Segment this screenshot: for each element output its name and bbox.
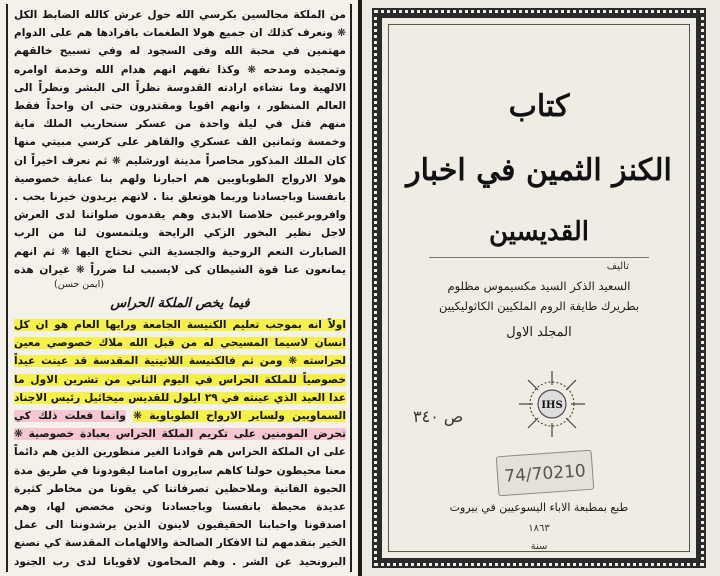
emblem-letters: IHS bbox=[541, 400, 563, 411]
author-line-2: بطريرك طايفة الروم الملكيين الكاثوليكيين bbox=[438, 299, 640, 313]
right-page bbox=[362, 0, 720, 576]
inner-border bbox=[388, 24, 690, 552]
library-stamp: 74/70210 bbox=[496, 450, 595, 497]
shelf-mark: ص ٣٤٠ bbox=[413, 407, 464, 426]
title-line-2: الكنز الثمين في اخبار bbox=[406, 153, 672, 188]
ornamental-border bbox=[372, 8, 706, 568]
jesuit-emblem-icon bbox=[517, 369, 587, 439]
paragraph-2-rest: على ان الملكة الحراس هم قوادنا الغير منظورين الذين هم دائماً معنا محيطون حولنا كاهم سايرون امامنا ليقودونا في طريق مدة الحيوة الفانية وملاحظين تصرفاتنا كي يقونا من مخاطر كثيرة عديدة محيطة بانفسنا وباجسادنا وتحن مخصص لها، وهم اصدقونا واحبابنا الحقيقيون لاينون الذين يرشدوننا الى عمل الخير بتقدمهم لنا الافكار الصالحة والالهامات المقدسة كي نصنع البرونحيد عن الشر . وهم المحامون لاقويانا لدى رب الجنود bbox=[14, 446, 346, 568]
paragraph-1: من الملكة مجالسين بكرسي الله حول عرش كالله الضابط الكل ❋ ونعرف كذلك ان جميع هولا الطغمات بافرادها هم على الدوام مهتمين في محبة الله وفى السجود له وفي تسبيح خالقهم وتمجيده ومدحه ❋ وكذا نفهم انهم هدام الله وخدمة اوامره الالهية وما نشاءه ارادته القدوسة نظراً الى البشر ونظراً الى العالم المنظور ، وانهم اقويا ومقتدرون حتى ان واحداً فقط منهم قتل في ليلة واحدة من عسكر سنحاريب الملك ماية وخمسة وثمانين الف عسكري والقاهر على كرسي مبيتي منها كان الملك المذكور محاصراً مدينة اورشليم ❋ ثم نعرف اخيراً ان هولا الارواح الطوباويين هم احبارنا ولهم بنا عناية خصوصية بانفسنا وباجسادنا وربما هوتعلق بنا . لانهم يريدون خيرنا بحب . وافروبرغبين خلاصنا الابدى وهم يقدمون صلواتنا لدى العرش لاجل نظير البخور الزكي الرايحة ويلتمسون لنا من الرب الصابارت النعم الروحية والجسدية التي نحتاج اليها ❋ ثم انهم يمانعون عنا قوة الشيطان كى لايسبب لنا ضرراً ❋ غيران هذه bbox=[14, 9, 346, 276]
highlighted-text-pink: وانما فعلت ذلك كي تحرض المومنين على تكريم الملكة الحراس بعبادة خصوصية ❋ bbox=[14, 410, 346, 441]
highlighted-text-yellow: اولاً انه بموجب تعليم الكنيسة الجامعة ورايها العام هو ان كل انسان لاسيما المسيحي له من قبل الله ملاك خصوصي معين لحراسته ❋ ومن ثم فالكنيسة اللاتينية المقدسة قد عينت عيداً خصوصياً للملكة الحراس في اليوم الثاني من تشرين الاول ما عدا العيد الذي عينته في ٢٩ ايلول للقديس ميخائيل رئيس الاجناد السماويين ولساير الارواح الطوباوية ❋ bbox=[14, 319, 346, 423]
text-block bbox=[14, 6, 346, 568]
volume-label: المجلد الاول bbox=[506, 325, 572, 340]
year: ١٨٦٣ bbox=[528, 523, 550, 534]
title-word-book: كتاب bbox=[508, 89, 570, 124]
year-word: سنة bbox=[530, 541, 548, 552]
left-page bbox=[0, 0, 358, 576]
title-rule bbox=[429, 257, 649, 258]
section-title: فيما يخص الملكة الحراس bbox=[110, 296, 250, 311]
author-label: تاليف bbox=[606, 261, 629, 272]
signature: (ايمن حسن) bbox=[54, 279, 105, 290]
title-line-3: القديسين bbox=[488, 217, 589, 247]
press-line: طبع بمطبعة الاباء اليسوعيين في بيروت bbox=[449, 501, 629, 514]
author-line-1: السعيد الذكر السيد مكسيموس مظلوم bbox=[447, 279, 631, 293]
paragraph-2 bbox=[14, 316, 346, 568]
